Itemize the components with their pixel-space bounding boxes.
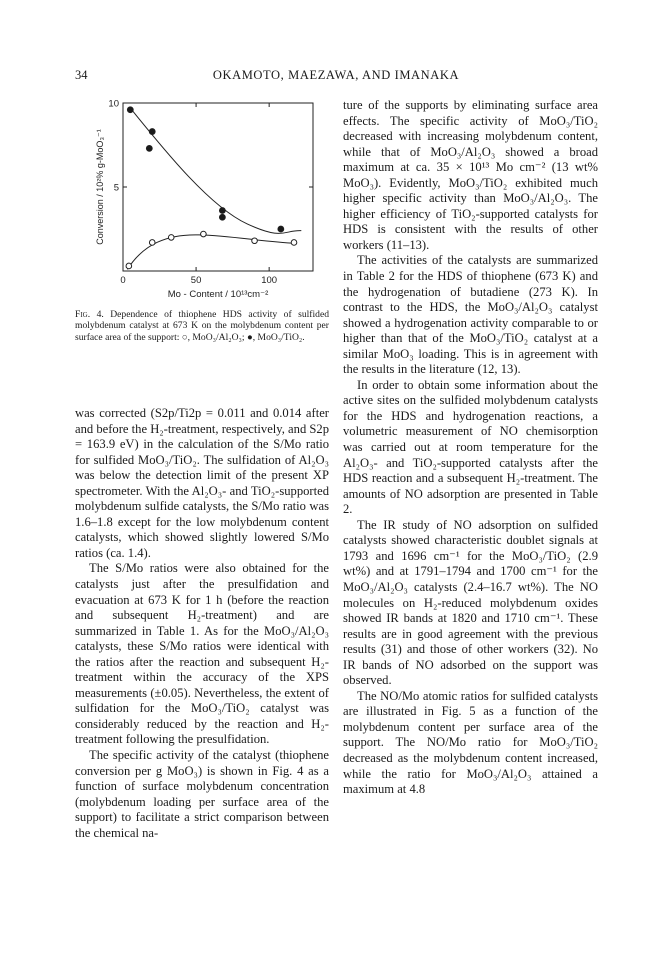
tio2-point [219, 208, 225, 214]
tio2-trend-line [130, 108, 301, 233]
tio2-point [146, 145, 152, 151]
data-points [126, 107, 297, 269]
y-tick-label: 10 [108, 98, 119, 110]
left-column-text [75, 406, 329, 841]
al2o3-point [201, 231, 207, 237]
paragraph: was corrected (S2p/Ti2p = 0.011 and 0.014 after and before the H₂-treatment, respectively, and S2p = 163.9 eV) in the calculation of the S/Mo ratio for sulfided MoO₃/TiO₂. The sulfidation of Al₂O₃ was below the detection limit of the present XP spectrometer. With the Al₂O₃- and TiO₂-supported molybdenum sulfide catalysts, the S/Mo ratio was 1.6–1.8 except for the low molybdenum content catalysts, which showed slightly lowered S/Mo ratios (ca. 1.4). [75, 406, 329, 560]
fig4-chart [75, 95, 329, 305]
paragraph: The IR study of NO adsorption on sulfided catalysts showed characteristic doublet signals at 1793 and 1696 cm⁻¹ for the MoO₃/TiO₂ (2.9 wt%) and at 1791–1794 and 1700 cm⁻¹ for the MoO₃/Al₂O₃ catalysts (2.4–16.7 wt%). The NO molecules on H₂-reduced molybdenum oxides showed IR bands at 1820 and 1710 cm⁻¹. These results are in good agreement with the previous results (31) and those of other workers (32). No IR bands of NO adsorbed on the support was observed. [343, 517, 598, 688]
running-title: OKAMOTO, MAEZAWA, AND IMANAKA [212, 68, 460, 82]
paragraph: The activities of the catalysts are summarized in Table 2 for the HDS of thiophene (673 K) and the hydrogenation of butadiene (273 K). In contrast to the HDS, the MoO₃/Al₂O₃ catalyst showed a hydrogenation activity comparable to or higher than that of the MoO₃/TiO₂ catalyst at a similar MoO₃ loading. This is in agreement with the results in the literature (12, 13). [343, 253, 598, 377]
al2o3-point [252, 238, 258, 244]
figure-4 [75, 95, 329, 305]
paragraph: In order to obtain some information about the active sites on the sulfided molybdenum catalysts for the HDS and hydrogenation reactions, a volumetric measurement of NO chemisorption was carried out at room temperature for the Al₂O₃- and TiO₂-supported catalysts after the HDS reaction and a subsequent H₂-treatment. The amounts of NO adsorption are presented in Table 2. [343, 377, 598, 517]
tio2-point [127, 107, 133, 113]
paragraph: ture of the supports by eliminating surface area effects. The specific activity of MoO₃/TiO₂ decreased with increasing molybdenum content, while that of MoO₃/Al₂O₃ showed a broad maximum at ca. 35 × 10¹³ Mo cm⁻² (13 wt% MoO₃). Evidently, MoO₃/TiO₂ exhibited much higher specific activity than MoO₃/Al₂O₃. The higher efficiency of TiO₂-supported catalysts for HDS is consistent with the results of other workers (11–13). [343, 98, 598, 252]
al2o3-point [126, 263, 132, 269]
x-tick-label: 50 [190, 275, 202, 286]
tio2-point [278, 226, 284, 232]
paragraph: The S/Mo ratios were also obtained for the catalysts just after the presulfidation and evacuation at 673 K for 1 h (before the reaction and subsequent H₂-treatment) and are summarized in Table 1. As for the MoO₃/Al₂O₃ catalysts, these S/Mo ratios were identical with the ratios after the reaction and subsequent H₂-treatment within the accuracy of the XPS measurements (±0.05). Nevertheless, the extent of sulfidation for the MoO₃/TiO₂ catalyst was considerably reduced by the reaction and H₂-treatment following the presulfidation. [75, 561, 329, 747]
paragraph: The specific activity of the catalyst (thiophene conversion per g MoO₃) is shown in Fig. 4 as a function of surface molybdenum concentration (molybdenum loading per surface area of the support) to facilitate a strict comparison between the chemical na- [75, 748, 329, 840]
page-number: 34 [75, 68, 88, 82]
x-tick-label: 0 [120, 275, 126, 286]
al2o3-point [168, 235, 174, 241]
figure-caption [75, 309, 329, 343]
x-tick-label: 100 [261, 275, 278, 286]
paragraph: The NO/Mo atomic ratios for sulfided catalysts are illustrated in Fig. 5 as a function of the molybdenum content per surface area of the support. The NO/Mo ratio for MoO₃/TiO₂ decreased as the molybdenum content increased, while the ratio for MoO₃/Al₂O₃ attained a maximum at 4.8 [343, 688, 598, 797]
y-axis-label: Conversion / 10²% g-MoO₃⁻¹ [95, 129, 105, 245]
al2o3-point [149, 240, 155, 246]
caption-text: Dependence of thiophene HDS activity of sulfided molybdenum catalyst at 673 K on the molybdenum content per surface area of the support: ○, MoO₃/Al₂O₃; ●, MoO₃/TiO₂. [75, 309, 329, 343]
tio2-point [219, 214, 225, 220]
right-column-text [343, 98, 598, 798]
y-tick-label: 5 [113, 182, 119, 194]
al2o3-point [291, 240, 297, 246]
caption-label: Fig. 4. [75, 309, 104, 320]
tio2-point [149, 129, 155, 135]
axis-labels [95, 99, 277, 301]
x-axis-label: Mo - Content / 10¹³cm⁻² [167, 289, 269, 300]
